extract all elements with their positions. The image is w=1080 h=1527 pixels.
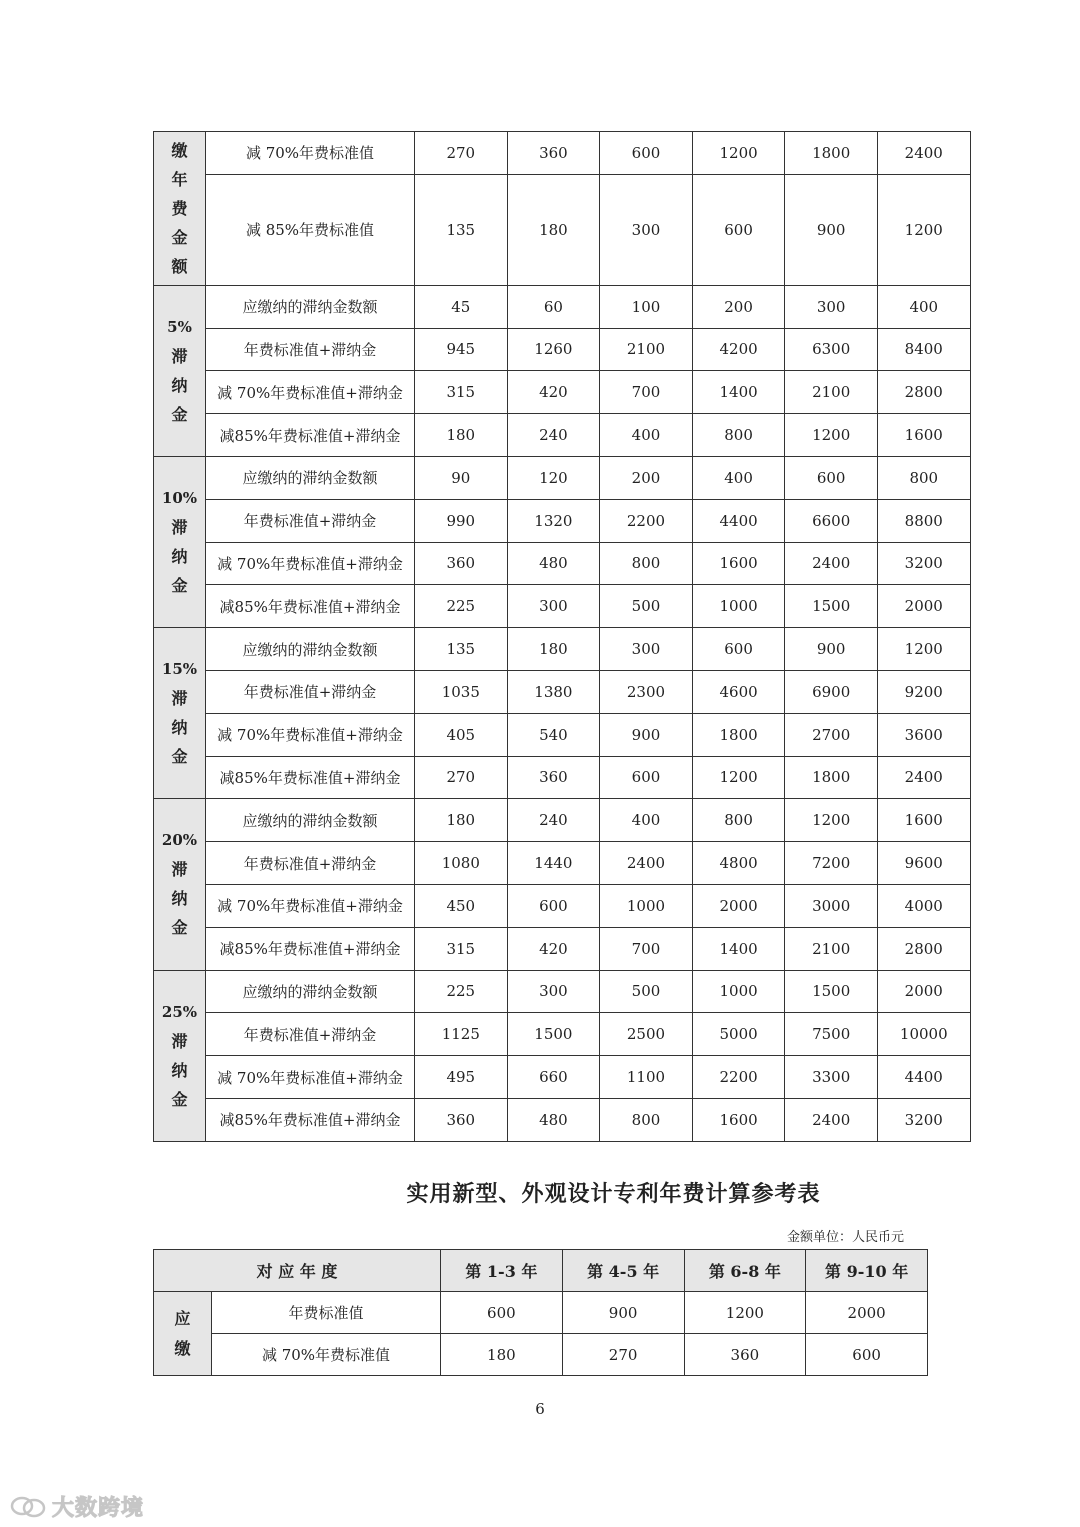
value-cell: 1200 xyxy=(684,1292,806,1334)
value-cell: 2000 xyxy=(806,1292,928,1334)
value-cell: 1100 xyxy=(600,1056,693,1099)
value-cell: 1260 xyxy=(507,328,600,371)
value-cell: 8800 xyxy=(877,499,970,542)
group-label-annual-fee xyxy=(154,132,206,286)
year-col-header: 第 9-10 年 xyxy=(806,1250,928,1292)
table-row xyxy=(154,285,971,328)
value-cell: 900 xyxy=(562,1292,684,1334)
table-row xyxy=(154,371,971,414)
value-cell: 1600 xyxy=(692,542,785,585)
utility-design-fee-table-title: 实用新型、外观设计专利年费计算参考表 xyxy=(406,1181,821,1207)
group-label-char: 金 xyxy=(171,747,188,767)
group-label-char: 应 xyxy=(174,1308,191,1328)
value-cell: 2400 xyxy=(785,1098,878,1141)
value-cell: 800 xyxy=(692,799,785,842)
value-cell: 2200 xyxy=(600,499,693,542)
group-label-percent: 25% xyxy=(161,1002,198,1021)
table-row xyxy=(154,842,971,885)
value-cell: 420 xyxy=(507,927,600,970)
value-cell: 135 xyxy=(415,174,508,285)
table-row xyxy=(154,713,971,756)
value-cell: 4800 xyxy=(692,842,785,885)
utility-design-fee-table xyxy=(153,1249,928,1376)
row-label: 应缴纳的滞纳金数额 xyxy=(206,285,415,328)
table-row xyxy=(154,499,971,542)
value-cell: 100 xyxy=(600,285,693,328)
value-cell: 360 xyxy=(415,542,508,585)
value-cell: 400 xyxy=(877,285,970,328)
value-cell: 2400 xyxy=(877,756,970,799)
value-cell: 540 xyxy=(507,713,600,756)
row-label: 减 70%年费标准值+滞纳金 xyxy=(206,371,415,414)
table-row xyxy=(154,132,971,175)
value-cell: 1500 xyxy=(785,970,878,1013)
row-label: 减 70%年费标准值+滞纳金 xyxy=(206,542,415,585)
value-cell: 2200 xyxy=(692,1056,785,1099)
group-label-char: 金 xyxy=(171,404,188,424)
row-label: 减 70%年费标准值+滞纳金 xyxy=(206,1056,415,1099)
row-label: 应缴纳的滞纳金数额 xyxy=(206,970,415,1013)
group-label-char: 额 xyxy=(171,256,188,276)
value-cell: 3200 xyxy=(877,542,970,585)
value-cell: 1200 xyxy=(785,799,878,842)
watermark-text: 大数跨境 xyxy=(52,1496,145,1521)
value-cell: 360 xyxy=(507,132,600,175)
value-cell: 2400 xyxy=(877,132,970,175)
value-cell: 360 xyxy=(684,1334,806,1376)
row-label: 减 70%年费标准值+滞纳金 xyxy=(206,884,415,927)
group-label-late-fee xyxy=(154,970,206,1141)
value-cell: 7200 xyxy=(785,842,878,885)
value-cell: 270 xyxy=(415,756,508,799)
value-cell: 700 xyxy=(600,927,693,970)
table-row xyxy=(154,1098,971,1141)
value-cell: 900 xyxy=(785,628,878,671)
value-cell: 495 xyxy=(415,1056,508,1099)
row-label: 减 70%年费标准值 xyxy=(206,132,415,175)
header-row xyxy=(154,1250,928,1292)
table-row xyxy=(154,174,971,285)
year-col-header: 第 4-5 年 xyxy=(562,1250,684,1292)
value-cell: 800 xyxy=(600,1098,693,1141)
watermark xyxy=(10,1491,144,1522)
group-label-char: 纳 xyxy=(171,889,188,909)
currency-unit-note: 金额单位：人民币元 xyxy=(787,1230,905,1245)
value-cell: 4400 xyxy=(692,499,785,542)
value-cell: 900 xyxy=(600,713,693,756)
value-cell: 60 xyxy=(507,285,600,328)
row-label: 年费标准值+滞纳金 xyxy=(206,328,415,371)
group-label-char: 缴 xyxy=(171,140,188,160)
value-cell: 500 xyxy=(600,585,693,628)
value-cell: 400 xyxy=(692,456,785,499)
table-row xyxy=(154,1013,971,1056)
group-label-char: 金 xyxy=(171,918,188,938)
value-cell: 900 xyxy=(785,174,878,285)
row-label: 年费标准值 xyxy=(212,1292,441,1334)
value-cell: 1035 xyxy=(415,670,508,713)
value-cell: 9200 xyxy=(877,670,970,713)
value-cell: 200 xyxy=(600,456,693,499)
value-cell: 1200 xyxy=(692,132,785,175)
value-cell: 1500 xyxy=(785,585,878,628)
value-cell: 225 xyxy=(415,585,508,628)
value-cell: 300 xyxy=(507,970,600,1013)
value-cell: 2100 xyxy=(600,328,693,371)
value-cell: 800 xyxy=(600,542,693,585)
value-cell: 2800 xyxy=(877,371,970,414)
group-label-percent: 20% xyxy=(161,831,198,850)
value-cell: 9600 xyxy=(877,842,970,885)
value-cell: 2800 xyxy=(877,927,970,970)
value-cell: 450 xyxy=(415,884,508,927)
value-cell: 400 xyxy=(600,799,693,842)
value-cell: 480 xyxy=(507,1098,600,1141)
row-label: 减85%年费标准值+滞纳金 xyxy=(206,414,415,457)
value-cell: 315 xyxy=(415,927,508,970)
value-cell: 120 xyxy=(507,456,600,499)
annual-fee-late-penalty-table xyxy=(153,131,971,1142)
value-cell: 800 xyxy=(692,414,785,457)
group-label-char: 缴 xyxy=(174,1338,191,1358)
value-cell: 300 xyxy=(600,628,693,671)
value-cell: 600 xyxy=(785,456,878,499)
value-cell: 1200 xyxy=(785,414,878,457)
group-label-char: 滞 xyxy=(171,689,188,709)
table-row xyxy=(154,456,971,499)
value-cell: 1500 xyxy=(507,1013,600,1056)
row-label: 应缴纳的滞纳金数额 xyxy=(206,799,415,842)
value-cell: 6600 xyxy=(785,499,878,542)
group-label-char: 滞 xyxy=(171,1031,188,1051)
value-cell: 2000 xyxy=(877,585,970,628)
row-label: 减 70%年费标准值+滞纳金 xyxy=(206,713,415,756)
value-cell: 700 xyxy=(600,371,693,414)
group-label-late-fee xyxy=(154,799,206,970)
group-label-late-fee xyxy=(154,628,206,799)
year-col-header: 第 1-3 年 xyxy=(441,1250,563,1292)
group-label-char: 滞 xyxy=(171,860,188,880)
value-cell: 1800 xyxy=(785,132,878,175)
value-cell: 360 xyxy=(415,1098,508,1141)
value-cell: 1800 xyxy=(692,713,785,756)
value-cell: 300 xyxy=(600,174,693,285)
table-row xyxy=(154,1292,928,1334)
chat-bubbles-logo-icon xyxy=(10,1494,46,1520)
value-cell: 360 xyxy=(507,756,600,799)
value-cell: 10000 xyxy=(877,1013,970,1056)
table-row xyxy=(154,585,971,628)
value-cell: 1200 xyxy=(877,174,970,285)
value-cell: 225 xyxy=(415,970,508,1013)
value-cell: 600 xyxy=(507,884,600,927)
value-cell: 4200 xyxy=(692,328,785,371)
value-cell: 1125 xyxy=(415,1013,508,1056)
value-cell: 1200 xyxy=(692,756,785,799)
value-cell: 600 xyxy=(600,756,693,799)
value-cell: 1380 xyxy=(507,670,600,713)
value-cell: 2400 xyxy=(785,542,878,585)
table-row xyxy=(154,1056,971,1099)
table-row xyxy=(154,970,971,1013)
value-cell: 180 xyxy=(507,174,600,285)
row-label: 减 85%年费标准值 xyxy=(206,174,415,285)
value-cell: 90 xyxy=(415,456,508,499)
value-cell: 8400 xyxy=(877,328,970,371)
value-cell: 2400 xyxy=(600,842,693,885)
group-label-char: 纳 xyxy=(171,547,188,567)
row-label: 年费标准值+滞纳金 xyxy=(206,842,415,885)
group-label-percent: 5% xyxy=(167,317,192,336)
value-cell: 420 xyxy=(507,371,600,414)
row-label: 年费标准值+滞纳金 xyxy=(206,1013,415,1056)
group-label-char: 金 xyxy=(171,576,188,596)
group-label-char: 滞 xyxy=(171,346,188,366)
table-row xyxy=(154,670,971,713)
value-cell: 500 xyxy=(600,970,693,1013)
value-cell: 180 xyxy=(415,414,508,457)
value-cell: 300 xyxy=(507,585,600,628)
value-cell: 1080 xyxy=(415,842,508,885)
value-cell: 405 xyxy=(415,713,508,756)
value-cell: 4000 xyxy=(877,884,970,927)
value-cell: 2500 xyxy=(600,1013,693,1056)
value-cell: 600 xyxy=(806,1334,928,1376)
value-cell: 270 xyxy=(415,132,508,175)
row-label: 减 70%年费标准值 xyxy=(212,1334,441,1376)
value-cell: 6300 xyxy=(785,328,878,371)
value-cell: 7500 xyxy=(785,1013,878,1056)
group-label-char: 费 xyxy=(171,198,188,218)
table-row xyxy=(154,927,971,970)
value-cell: 1400 xyxy=(692,371,785,414)
table-row xyxy=(154,414,971,457)
value-cell: 1000 xyxy=(600,884,693,927)
group-label-char: 金 xyxy=(171,227,188,247)
value-cell: 1600 xyxy=(877,799,970,842)
value-cell: 180 xyxy=(441,1334,563,1376)
value-cell: 660 xyxy=(507,1056,600,1099)
value-cell: 4400 xyxy=(877,1056,970,1099)
group-label-percent: 15% xyxy=(161,660,198,679)
value-cell: 2000 xyxy=(877,970,970,1013)
value-cell: 45 xyxy=(415,285,508,328)
value-cell: 3200 xyxy=(877,1098,970,1141)
value-cell: 4600 xyxy=(692,670,785,713)
group-label-late-fee xyxy=(154,456,206,627)
group-label-char: 纳 xyxy=(171,718,188,738)
value-cell: 180 xyxy=(415,799,508,842)
year-header-label: 对 应 年 度 xyxy=(154,1250,441,1292)
group-label-late-fee xyxy=(154,285,206,456)
group-label-char: 金 xyxy=(171,1089,188,1109)
value-cell: 2700 xyxy=(785,713,878,756)
value-cell: 315 xyxy=(415,371,508,414)
table-row xyxy=(154,328,971,371)
value-cell: 600 xyxy=(692,174,785,285)
value-cell: 1320 xyxy=(507,499,600,542)
value-cell: 1000 xyxy=(692,585,785,628)
value-cell: 600 xyxy=(441,1292,563,1334)
value-cell: 300 xyxy=(785,285,878,328)
row-label: 应缴纳的滞纳金数额 xyxy=(206,456,415,499)
table-row xyxy=(154,756,971,799)
row-label: 减85%年费标准值+滞纳金 xyxy=(206,756,415,799)
value-cell: 240 xyxy=(507,799,600,842)
value-cell: 600 xyxy=(600,132,693,175)
value-cell: 2000 xyxy=(692,884,785,927)
value-cell: 6900 xyxy=(785,670,878,713)
row-label: 减85%年费标准值+滞纳金 xyxy=(206,1098,415,1141)
value-cell: 600 xyxy=(692,628,785,671)
value-cell: 3600 xyxy=(877,713,970,756)
group-label-char: 年 xyxy=(171,169,188,189)
group-label-char: 纳 xyxy=(171,1060,188,1080)
value-cell: 1200 xyxy=(877,628,970,671)
value-cell: 1600 xyxy=(877,414,970,457)
value-cell: 3000 xyxy=(785,884,878,927)
table-row xyxy=(154,1334,928,1376)
value-cell: 1600 xyxy=(692,1098,785,1141)
value-cell: 200 xyxy=(692,285,785,328)
value-cell: 135 xyxy=(415,628,508,671)
value-cell: 2100 xyxy=(785,927,878,970)
group-label-percent: 10% xyxy=(161,489,198,508)
value-cell: 5000 xyxy=(692,1013,785,1056)
value-cell: 2300 xyxy=(600,670,693,713)
group-label-char: 滞 xyxy=(171,518,188,538)
value-cell: 180 xyxy=(507,628,600,671)
value-cell: 3300 xyxy=(785,1056,878,1099)
value-cell: 240 xyxy=(507,414,600,457)
value-cell: 990 xyxy=(415,499,508,542)
value-cell: 1400 xyxy=(692,927,785,970)
row-label: 年费标准值+滞纳金 xyxy=(206,670,415,713)
table-row xyxy=(154,799,971,842)
value-cell: 400 xyxy=(600,414,693,457)
value-cell: 480 xyxy=(507,542,600,585)
value-cell: 945 xyxy=(415,328,508,371)
table-row xyxy=(154,628,971,671)
value-cell: 800 xyxy=(877,456,970,499)
table-row xyxy=(154,542,971,585)
year-col-header: 第 6-8 年 xyxy=(684,1250,806,1292)
value-cell: 2100 xyxy=(785,371,878,414)
row-label: 减85%年费标准值+滞纳金 xyxy=(206,927,415,970)
row-label: 年费标准值+滞纳金 xyxy=(206,499,415,542)
table-row xyxy=(154,884,971,927)
value-cell: 1800 xyxy=(785,756,878,799)
value-cell: 1440 xyxy=(507,842,600,885)
value-cell: 1000 xyxy=(692,970,785,1013)
group-label-payable xyxy=(154,1292,212,1376)
group-label-char: 纳 xyxy=(171,375,188,395)
row-label: 减85%年费标准值+滞纳金 xyxy=(206,585,415,628)
row-label: 应缴纳的滞纳金数额 xyxy=(206,628,415,671)
page-number: 6 xyxy=(535,1400,545,1418)
value-cell: 270 xyxy=(562,1334,684,1376)
